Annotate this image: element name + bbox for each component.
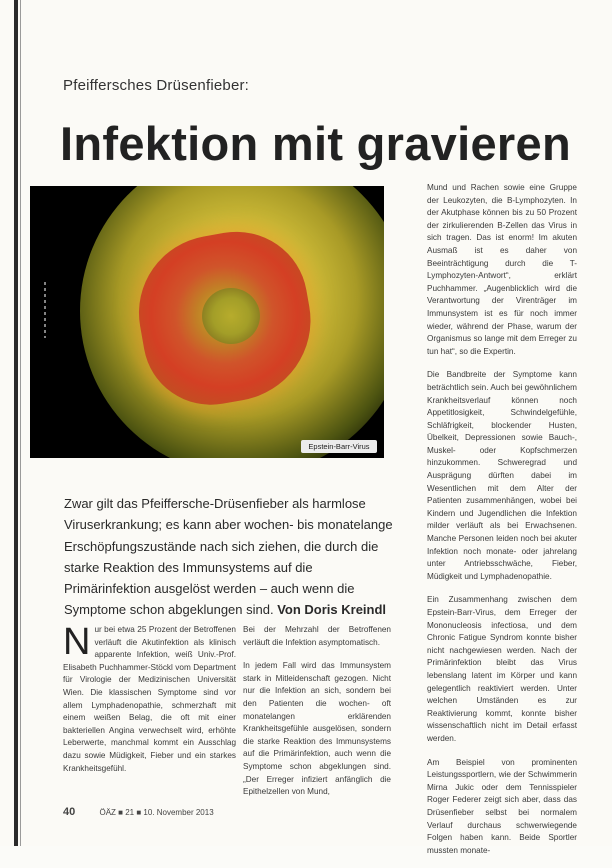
footer-issue: ÖÄZ ■ 21 ■ 10. November 2013: [99, 808, 214, 817]
body-column-3: [427, 182, 577, 868]
col1-text: ur bei etwa 25 Prozent der Betroffenen verläuft die Akutinfektion als klinisch apparente Infektion, weiß Univ.-Prof. Elisabeth Puchhammer-Stöckl vom Department für Virologie der Medizinischen Universität Wien. Die klassischen Symptome sind vor allem Lymphadenopathie, schmerzhaft mit einem weißen Belag, die oft mit einer bakteriellen Angina verwechselt wird, erhöhte Leberwerte, manchmal kommt ein Ausschlag dazu sowie Müdigkeit, Fieber und ein starkes Krankheitsgefühl.: [63, 625, 236, 773]
article-headline: Infektion mit gravieren: [60, 117, 571, 170]
col3-paragraph: Am Beispiel von prominenten Leistungssportlern, wie der Schwimmerin Mirna Jukic oder dem Tennisspieler Roger Federer zeigt sich aber, dass das Drüsenfieber selbst bei normalem Verlauf durchaus schwerwiegende Folgen haben kann. Beide Sportler mussten monate-: [427, 757, 577, 855]
binding-edge: [14, 0, 18, 846]
col3-paragraph: Die Bandbreite der Symptome kann beträchtlich sein. Auch bei gewöhnlichem Krankheitsverlauf können noch Appetitlosigkeit, Schwindelgefühle, Schläfrigkeit, blockender Husten, Übelkeit, Depressionen sowie Bauch-, Muskel- oder Kopfschmerzen hinzukommen. Schweregrad und Ausprägung dürften dabei im Wesentlichen mit dem Alter der Patienten zusammenhängen, wobei bei Kindern und Jugendlichen die Infektion milder verläuft als bei Erwachsenen. Manche Personen leiden noch bei akuter Infektion noch monate- oder jahrelang unter Antriebsschwäche, Fieber, Müdigkeit und Lymphadenopathie.: [427, 370, 577, 581]
col2-paragraph: In jedem Fall wird das Immunsystem stark in Mitleidenschaft gezogen. Nicht nur die Infektion an sich, sondern bei den Patienten die wochen- oft monatelangen erklärenden Krankheitsgefühle ausgelösen, sondern die starke Reaktion des Immunsystems auf die Primärinfektion, auch wenn die Symptome schon abgeklungen sind. „Der Erreger infiziert anfänglich die Epithelzellen von Mund,: [243, 661, 391, 797]
col2-paragraph: Bei der Mehrzahl der Betroffenen verläuft die Infektion asymptomatisch.: [243, 625, 391, 647]
article-kicker: Pfeiffersches Drüsenfieber:: [63, 77, 250, 94]
page-number: 40: [63, 806, 76, 818]
cell-nucleus: [202, 288, 260, 344]
page-footer: [63, 806, 214, 818]
photo-credit-mark: [44, 282, 46, 338]
photo-caption: Epstein-Barr-Virus: [301, 440, 377, 453]
virus-photo: [30, 186, 384, 458]
binding-line: [20, 0, 21, 846]
body-column-2: [243, 624, 391, 810]
article-lead: [64, 493, 394, 621]
col3-paragraph: Mund und Rachen sowie eine Gruppe der Leukozyten, die B-Lymphozyten. In der Akutphase können bis zu 50 Prozent der zirkulierenden B-Zellen das Virus in sich tragen. Das ist enorm! Im akuten Ausmaß ist es daher von Beeinträchtigung durch die T-Lymphozyten-Antwort“, erklärt Puchhammer. „Augenblicklich wird die Verantwortung der Virenträger im Immunsystem ist es für noch immer wieder, während der Phase, warum der Organismus so lange mit dem Erreger zu tun hat“, so die Expertin.: [427, 183, 577, 356]
lead-author: Von Doris Kreindl: [277, 602, 387, 618]
col3-paragraph: Ein Zusammenhang zwischen dem Epstein-Barr-Virus, dem Erreger der Mononucleosis infectiosa, und dem Chronic Fatigue Syndrom konnte bisher nicht nachgewiesen werden. Nach der Primärinfektion bleibt das Virus lebenslang latent im Körper und kann gelegentlich reaktiviert werden. Unter welchen Umständen es zur Reaktivierung kommt, konnte bisher wissenschaftlich nicht im Detail erfasst werden.: [427, 595, 577, 743]
lead-text: Zwar gilt das Pfeiffersche-Drüsenfieber als harmlose Viruserkrankung; es kann aber wochen- bis monatelange Erschöpfungszustände nach sich ziehen, die durch die starke Reaktion des Immunsystems auf die Primärinfektion ausgelöst werden – auch wenn die Symptome schon abgeklungen sind.: [64, 496, 393, 618]
body-column-1: [63, 621, 236, 775]
drop-cap: N: [63, 621, 91, 663]
